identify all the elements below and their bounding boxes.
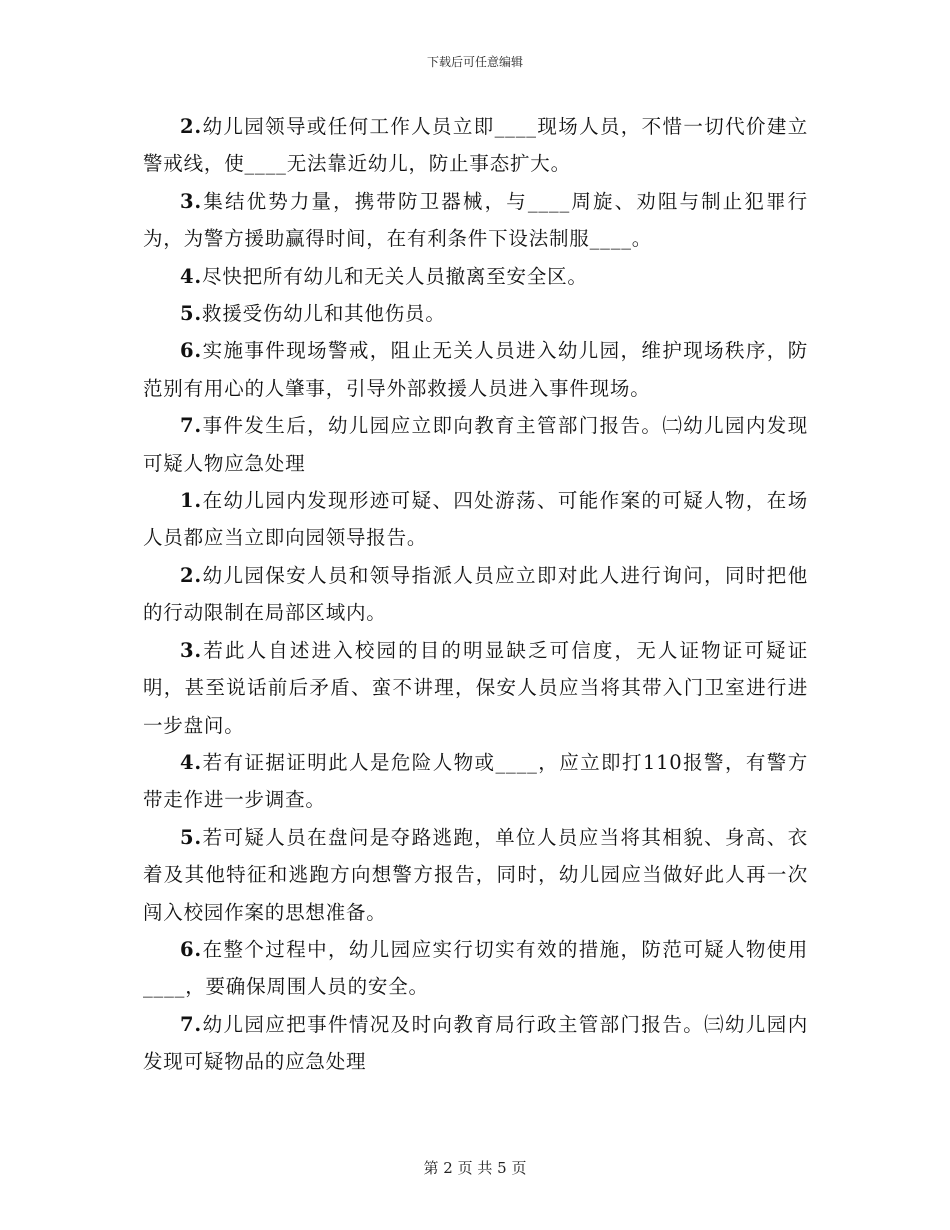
paragraph bbox=[143, 1006, 808, 1081]
item-number: 7. bbox=[180, 1012, 203, 1036]
paragraph bbox=[143, 632, 808, 744]
paragraph bbox=[143, 744, 808, 819]
paragraph-text: 事件发生后，幼儿园应立即向教育主管部门报告。㈡幼儿园内发现可疑人物应急处理 bbox=[143, 414, 808, 475]
paragraph bbox=[143, 482, 808, 557]
paragraph bbox=[143, 931, 808, 1006]
paragraph bbox=[143, 295, 808, 332]
paragraph bbox=[143, 258, 808, 295]
paragraph bbox=[143, 183, 808, 258]
item-number: 7. bbox=[180, 414, 203, 438]
item-number: 2. bbox=[180, 563, 203, 587]
paragraph-text: 若有证据证明此人是危险人物或____，应立即打110报警，有警方带走作进一步调查。 bbox=[143, 750, 808, 812]
paragraph bbox=[143, 407, 808, 482]
item-number: 3. bbox=[180, 638, 203, 662]
paragraph-text: 幼儿园应把事件情况及时向教育局行政主管部门报告。㈢幼儿园内发现可疑物品的应急处理 bbox=[143, 1012, 808, 1074]
paragraph-text: 若此人自述进入校园的目的明显缺乏可信度，无人证物证可疑证明，甚至说话前后矛盾、蛮不讲理，保安人员应当将其带入门卫室进行进一步盘问。 bbox=[143, 638, 808, 737]
paragraph-text: 幼儿园保安人员和领导指派人员应立即对此人进行询问，同时把他的行动限制在局部区域内。 bbox=[143, 563, 808, 625]
item-number: 4. bbox=[180, 264, 203, 288]
item-number: 5. bbox=[180, 302, 203, 326]
item-number: 6. bbox=[180, 339, 203, 363]
item-number: 4. bbox=[180, 750, 203, 774]
paragraph-text: 实施事件现场警戒，阻止无关人员进入幼儿园，维护现场秩序，防范别有用心的人肇事，引导外部救援人员进入事件现场。 bbox=[143, 339, 808, 400]
paragraph-text: 集结优势力量，携带防卫器械，与____周旋、劝阻与制止犯罪行为，为警方援助赢得时间，在有利条件下设法制服____。 bbox=[143, 189, 808, 251]
paragraph bbox=[143, 557, 808, 632]
item-number: 5. bbox=[180, 825, 203, 849]
item-number: 3. bbox=[180, 189, 203, 213]
document-body bbox=[143, 108, 808, 1081]
paragraph-text: 在整个过程中，幼儿园应实行切实有效的措施，防范可疑人物使用____，要确保周围人员的安全。 bbox=[143, 937, 808, 999]
item-number: 6. bbox=[180, 937, 203, 961]
paragraph bbox=[143, 108, 808, 183]
item-number: 2. bbox=[180, 115, 203, 138]
paragraph-text: 若可疑人员在盘问是夺路逃跑，单位人员应当将其相貌、身高、衣着及其他特征和逃跑方向想警方报告，同时，幼儿园应当做好此人再一次闯入校园作案的思想准备。 bbox=[143, 825, 808, 924]
item-number: 1. bbox=[180, 489, 203, 513]
paragraph bbox=[143, 819, 808, 931]
page-number: 第 2 页 共 5 页 bbox=[423, 1159, 527, 1177]
paragraph-text: 救援受伤幼儿和其他伤员。 bbox=[202, 302, 446, 326]
paragraph-text: 尽快把所有幼儿和无关人员撤离至安全区。 bbox=[202, 264, 588, 288]
paragraph-text: 在幼儿园内发现形迹可疑、四处游荡、可能作案的可疑人物，在场人员都应当立即向园领导报告。 bbox=[143, 489, 808, 550]
paragraph-text: 幼儿园领导或任何工作人员立即____现场人员，不惜一切代价建立警戒线，使____无法靠近幼儿，防止事态扩大。 bbox=[143, 115, 808, 176]
page-header: 下载后可任意编辑 bbox=[426, 55, 523, 69]
paragraph bbox=[143, 332, 808, 407]
